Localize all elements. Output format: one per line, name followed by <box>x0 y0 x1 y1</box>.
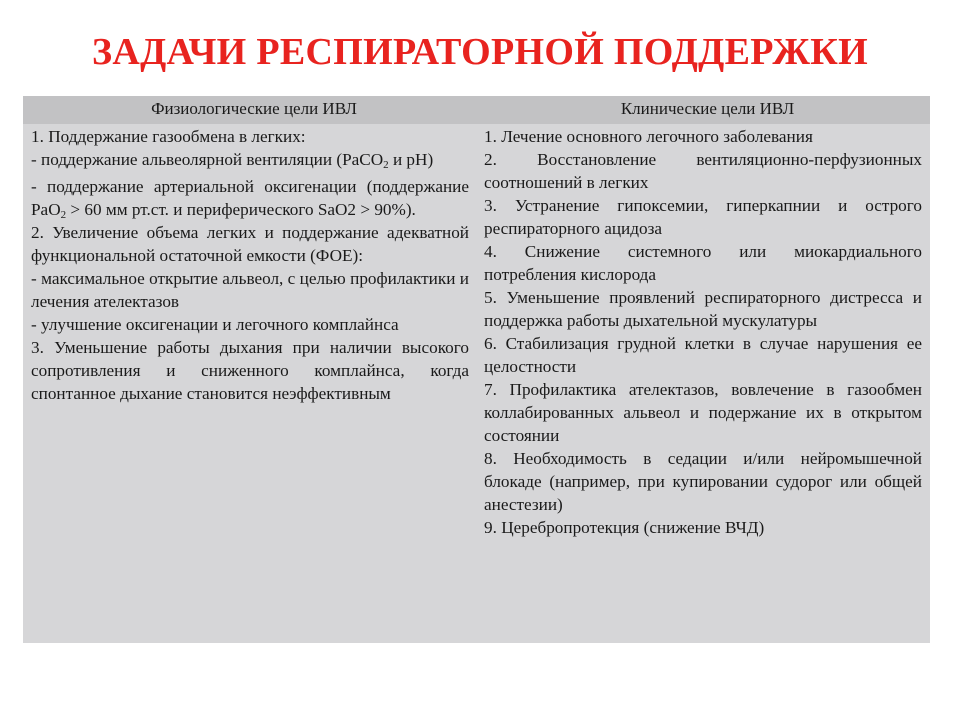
clinical-item-3: 3. Устранение гипоксемии, гиперкапнии и острого респираторного ацидоза <box>484 196 922 238</box>
clinical-item-4: 4. Снижение системного или миокардиального потребления кислорода <box>484 242 922 284</box>
physiological-item-2: 2. Увеличение объема легких и поддержание адекватной функциональной остаточной емкости (ФОЕ): <box>31 223 469 265</box>
goals-table <box>23 96 930 643</box>
clinical-item-1: 1. Лечение основного легочного заболевания <box>484 127 813 146</box>
subscript: 2 <box>60 209 67 221</box>
header-physiological-goals: Физиологические цели ИВЛ <box>151 99 357 118</box>
clinical-goals-column <box>484 124 922 539</box>
header-clinical-goals: Клинические цели ИВЛ <box>620 99 795 118</box>
page-title: ЗАДАЧИ РЕСПИРАТОРНОЙ ПОДДЕРЖКИ <box>91 31 869 73</box>
clinical-item-5: 5. Уменьшение проявлений респираторного дистресса и поддержка работы дыхательной мускулатуры <box>484 288 922 330</box>
item-text: и pH) <box>388 150 434 169</box>
physiological-goals-column <box>31 124 469 405</box>
item-text: > 60 мм рт.ст. и периферического SaO2 > 90%). <box>66 200 416 219</box>
physiological-item-3: 3. Уменьшение работы дыхания при наличии высокого сопротивления и сниженного комплайнса, когда спонтанное дыхание становится неэффективным <box>31 338 469 403</box>
clinical-item-8: 8. Необходимость в седации и/или нейромышечной блокаде (например, при купировании судорог или общей анестезии) <box>484 449 922 514</box>
clinical-item-2: 2. Восстановление вентиляционно-перфузионных соотношений в легких <box>484 150 922 192</box>
subscript: 2 <box>383 159 389 171</box>
item-text: - поддержание альвеолярной вентиляции (PaCO <box>31 150 384 169</box>
clinical-item-6: 6. Стабилизация грудной клетки в случае нарушения ее целостности <box>484 334 922 376</box>
physiological-item-2a: - максимальное открытие альвеол, с целью профилактики и лечения ателектазов <box>31 269 469 311</box>
physiological-item-1b <box>31 175 469 221</box>
item-text: - поддержание артериальной оксигенации (поддержание PaO <box>31 177 469 219</box>
physiological-item-1a <box>31 148 469 171</box>
clinical-item-7: 7. Профилактика ателектазов, вовлечение в газообмен коллабированных альвеол и подержание их в открытом состоянии <box>484 380 922 445</box>
physiological-item-1: 1. Поддержание газообмена в легких: <box>31 127 306 146</box>
physiological-item-2b: - улучшение оксигенации и легочного комплайнса <box>31 315 399 334</box>
table-header-row <box>23 96 930 124</box>
clinical-item-9: 9. Церебропротекция (снижение ВЧД) <box>484 518 765 537</box>
